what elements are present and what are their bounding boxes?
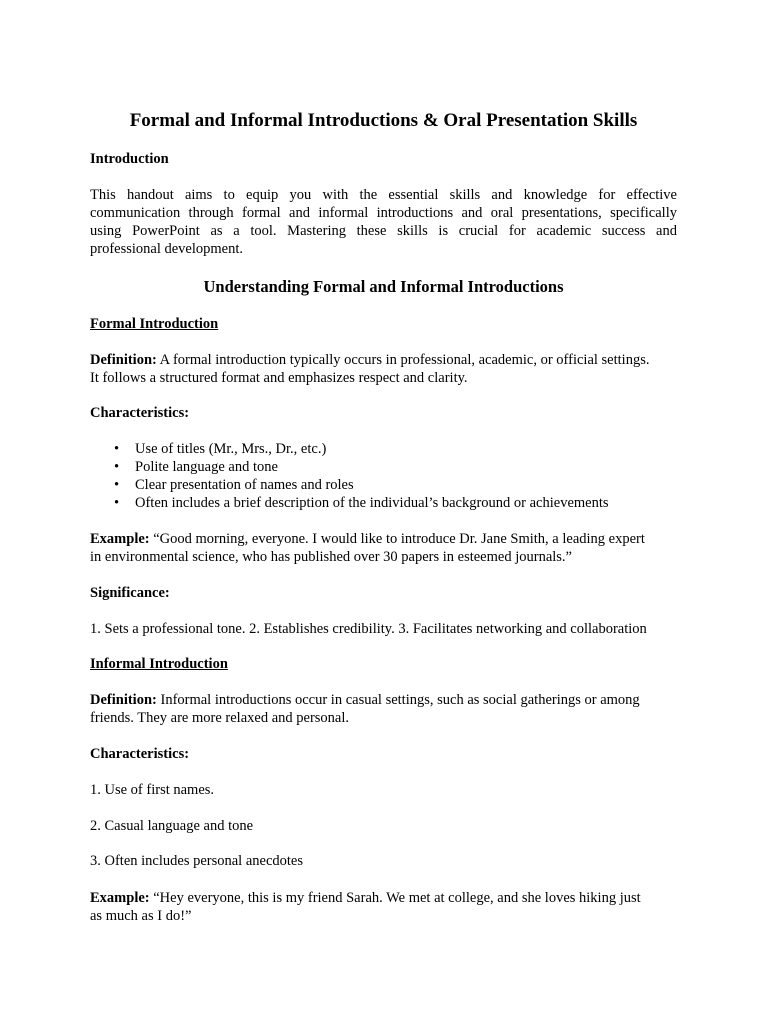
informal-example-text-2: as much as I do!” — [90, 908, 192, 924]
formal-definition-label: Definition: — [90, 352, 157, 368]
informal-heading: Informal Introduction — [90, 656, 228, 672]
list-item-text: Clear presentation of names and roles — [135, 477, 354, 493]
formal-example — [90, 530, 677, 566]
section-title: Understanding Formal and Informal Introductions — [203, 277, 564, 296]
informal-characteristics-label: Characteristics: — [90, 746, 190, 762]
formal-definition-text-1: A formal introduction typically occurs in professional, academic, or official settings. — [156, 352, 650, 368]
formal-example-text-2: in environmental science, who has published over 30 papers in esteemed journals.” — [90, 549, 572, 565]
informal-definition-text-2: friends. They are more relaxed and personal. — [90, 710, 350, 726]
informal-example — [90, 889, 677, 925]
intro-line-2: communication through formal and informal introductions and oral presentations, specifically — [90, 205, 677, 221]
informal-characteristic-3: 3. Often includes personal anecdotes — [90, 853, 303, 869]
formal-characteristics-list — [90, 440, 677, 512]
list-item — [90, 440, 677, 458]
informal-characteristic-2: 2. Casual language and tone — [90, 818, 254, 834]
informal-definition-text-1: Informal introductions occur in casual settings, such as social gatherings or among — [156, 692, 640, 708]
formal-characteristics-label: Characteristics: — [90, 405, 190, 421]
informal-example-text-1: “Hey everyone, this is my friend Sarah. We met at college, and she loves hiking just — [149, 890, 641, 906]
intro-line-4: professional development. — [90, 241, 244, 257]
list-item-text: Use of titles (Mr., Mrs., Dr., etc.) — [135, 441, 327, 457]
informal-characteristic-1: 1. Use of first names. — [90, 782, 215, 798]
intro-paragraph — [90, 186, 677, 258]
informal-example-label: Example: — [90, 890, 150, 906]
list-item — [90, 476, 677, 494]
intro-line-1: This handout aims to equip you with the essential skills and knowledge for effective — [90, 187, 677, 203]
formal-heading: Formal Introduction — [90, 316, 219, 332]
formal-definition-text-2: It follows a structured format and emphasizes respect and clarity. — [90, 370, 468, 386]
intro-heading: Introduction — [90, 151, 169, 167]
formal-example-text-1: “Good morning, everyone. I would like to introduce Dr. Jane Smith, a leading expert — [149, 531, 645, 547]
list-item-text: Polite language and tone — [135, 459, 278, 475]
informal-definition — [90, 691, 677, 727]
formal-definition — [90, 351, 677, 387]
formal-significance-text: 1. Sets a professional tone. 2. Establishes credibility. 3. Facilitates networking and collaboration — [90, 621, 647, 637]
informal-definition-label: Definition: — [90, 692, 157, 708]
list-item — [90, 494, 677, 512]
formal-example-label: Example: — [90, 531, 150, 547]
document-title: Formal and Informal Introductions & Oral Presentation Skills — [129, 110, 638, 131]
bullet-icon: • — [114, 441, 120, 457]
intro-line-3: using PowerPoint as a tool. Mastering these skills is crucial for academic success and — [90, 223, 677, 239]
list-item — [90, 458, 677, 476]
list-item-text: Often includes a brief description of the individual’s background or achievements — [135, 495, 609, 511]
bullet-icon: • — [114, 459, 120, 475]
bullet-icon: • — [114, 495, 120, 511]
formal-significance-label: Significance: — [90, 585, 170, 601]
bullet-icon: • — [114, 477, 120, 493]
